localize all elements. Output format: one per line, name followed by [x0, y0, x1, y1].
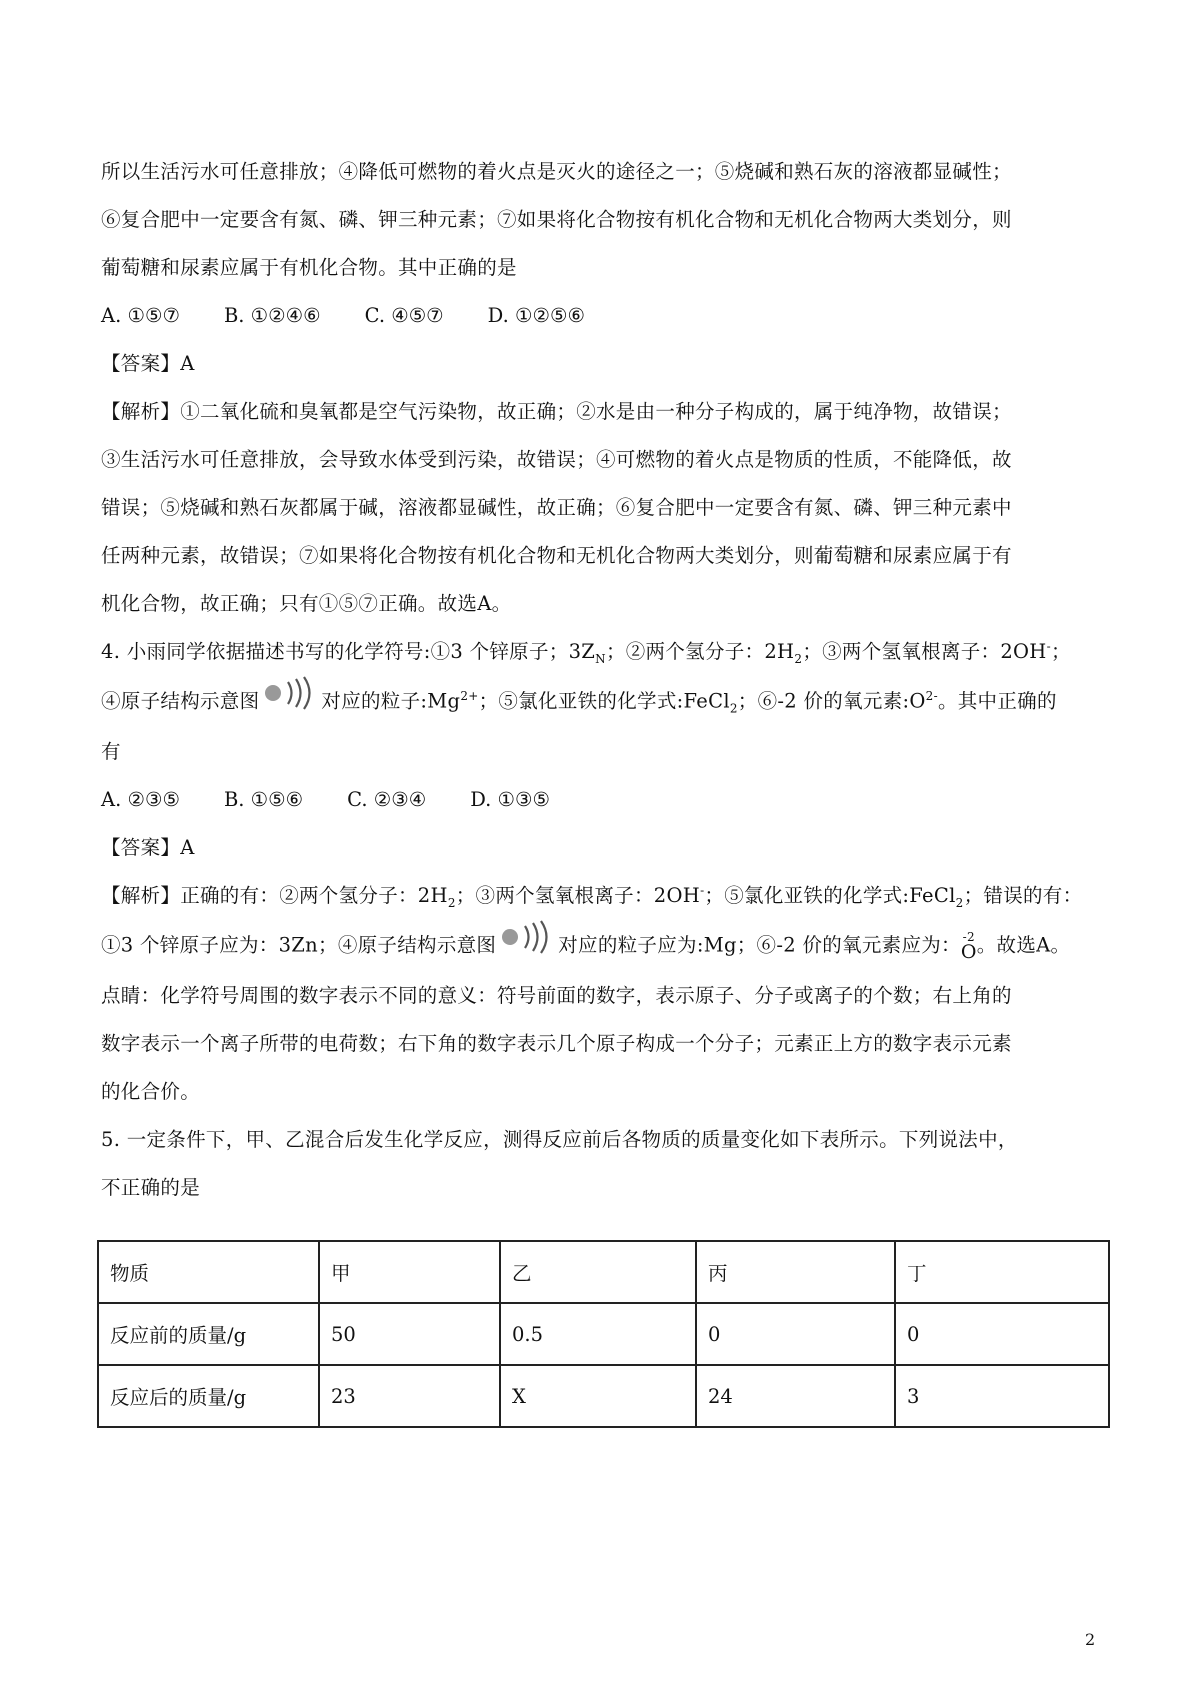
table-cell: 0 — [895, 1303, 1109, 1365]
table-row — [98, 1365, 1109, 1427]
q3-analysis-line: 【解析】①二氧化硫和臭氧都是空气污染物，故正确；②水是由一种分子构成的，属于纯净物，故错误； — [101, 400, 1012, 423]
q3-answer: 【答案】A — [101, 352, 195, 375]
table-cell: 0 — [696, 1303, 895, 1365]
option-d: D. ①②⑤⑥ — [487, 304, 585, 327]
option-b: B. ①⑤⑥ — [223, 788, 304, 811]
option-d: D. ①③⑤ — [470, 788, 550, 811]
q4-stem-line-1: 4. 小雨同学依据描述书写的化学符号:①3 个锌原子；$3Z_N$；②两个氢分子：$2H_2$；③两个氢氧根离子：2OH-； — [101, 639, 1071, 666]
q4-analysis-line-1: 【解析】正确的有：②两个氢分子：$2H_2$；③两个氢氧根离子：2OH-；⑤氯化亚铁的化学式:FeCl$_2$；错误的有： — [101, 883, 1083, 910]
q4-options — [101, 776, 1111, 824]
atom-structure-diagram-icon — [261, 676, 319, 728]
table-cell: 0.5 — [500, 1303, 696, 1365]
text-line: 有 — [101, 740, 121, 763]
atom-structure-diagram-icon — [498, 920, 556, 972]
table-cell: X — [500, 1365, 696, 1427]
table-cell: 丙 — [696, 1241, 895, 1303]
table-cell: 3 — [895, 1365, 1109, 1427]
table-cell: 50 — [319, 1303, 500, 1365]
option-c: C. ②③④ — [347, 788, 427, 811]
text-line: ⑥复合肥中一定要含有氮、磷、钾三种元素；⑦如果将化合物按有机化合物和无机化合物两大类划分，则 — [101, 208, 1012, 231]
text-line: 所以生活污水可任意排放；④降低可燃物的着火点是灭火的途径之一；⑤烧碱和熟石灰的溶液都显碱性； — [101, 160, 1012, 183]
q4-analysis-line-2: ①3 个锌原子应为：3Zn；④原子结构示意图 对应的粒子应为:Mg；⑥-2 价的氧元素应为： -2 O 。故选A。 — [101, 920, 1111, 972]
option-a: A. ②③⑤ — [101, 788, 180, 811]
oxygen-valence-notation: -2 O — [960, 929, 977, 963]
page-content — [101, 148, 1111, 1212]
q4-stem-line-2: ④原子结构示意图 对应的粒子$:Mg^{2+}$；⑤氯化亚铁的化学式:FeCl$_2$；⑥-2 价的氧元素$:O^{2-}$。其中正确的 — [101, 676, 1111, 728]
q3-analysis-line: 机化合物，故正确；只有①⑤⑦正确。故选A。 — [101, 592, 512, 615]
table-cell: 乙 — [500, 1241, 696, 1303]
option-b: B. ①②④⑥ — [223, 304, 321, 327]
table-cell: 甲 — [319, 1241, 500, 1303]
table-cell: 23 — [319, 1365, 500, 1427]
text-line: 葡萄糖和尿素应属于有机化合物。其中正确的是 — [101, 256, 517, 279]
q5-stem-line: 不正确的是 — [101, 1176, 201, 1199]
table-cell: 反应前的质量/g — [98, 1303, 319, 1365]
q4-note-line: 点睛：化学符号周围的数字表示不同的意义：符号前面的数字，表示原子、分子或离子的个数；右上角的 — [101, 984, 1012, 1007]
q5-stem-line: 5. 一定条件下，甲、乙混合后发生化学反应，测得反应前后各物质的质量变化如下表所示。下列说法中， — [101, 1128, 1018, 1151]
table-row — [98, 1303, 1109, 1365]
option-a: A. ①⑤⑦ — [101, 304, 180, 327]
table-cell: 物质 — [98, 1241, 319, 1303]
mass-change-table — [97, 1240, 1110, 1428]
table-cell: 丁 — [895, 1241, 1109, 1303]
q3-analysis-line: 错误；⑤烧碱和熟石灰都属于碱，溶液都显碱性，故正确；⑥复合肥中一定要含有氮、磷、钾三种元素中 — [101, 496, 1012, 519]
q3-analysis-line: 任两种元素，故错误；⑦如果将化合物按有机化合物和无机化合物两大类划分，则葡萄糖和尿素应属于有 — [101, 544, 1012, 567]
table-cell: 反应后的质量/g — [98, 1365, 319, 1427]
table-cell: 24 — [696, 1365, 895, 1427]
q4-note-line: 数字表示一个离子所带的电荷数；右下角的数字表示几个原子构成一个分子；元素正上方的数字表示元素 — [101, 1032, 1012, 1055]
q3-options — [101, 292, 1111, 340]
page-number: 2 — [1085, 1630, 1096, 1649]
q4-answer: 【答案】A — [101, 836, 195, 859]
q4-note-line: 的化合价。 — [101, 1080, 201, 1103]
option-c: C. ④⑤⑦ — [364, 304, 444, 327]
q3-analysis-line: ③生活污水可任意排放，会导致水体受到污染，故错误；④可燃物的着火点是物质的性质，不能降低，故 — [101, 448, 1012, 471]
table-row — [98, 1241, 1109, 1303]
